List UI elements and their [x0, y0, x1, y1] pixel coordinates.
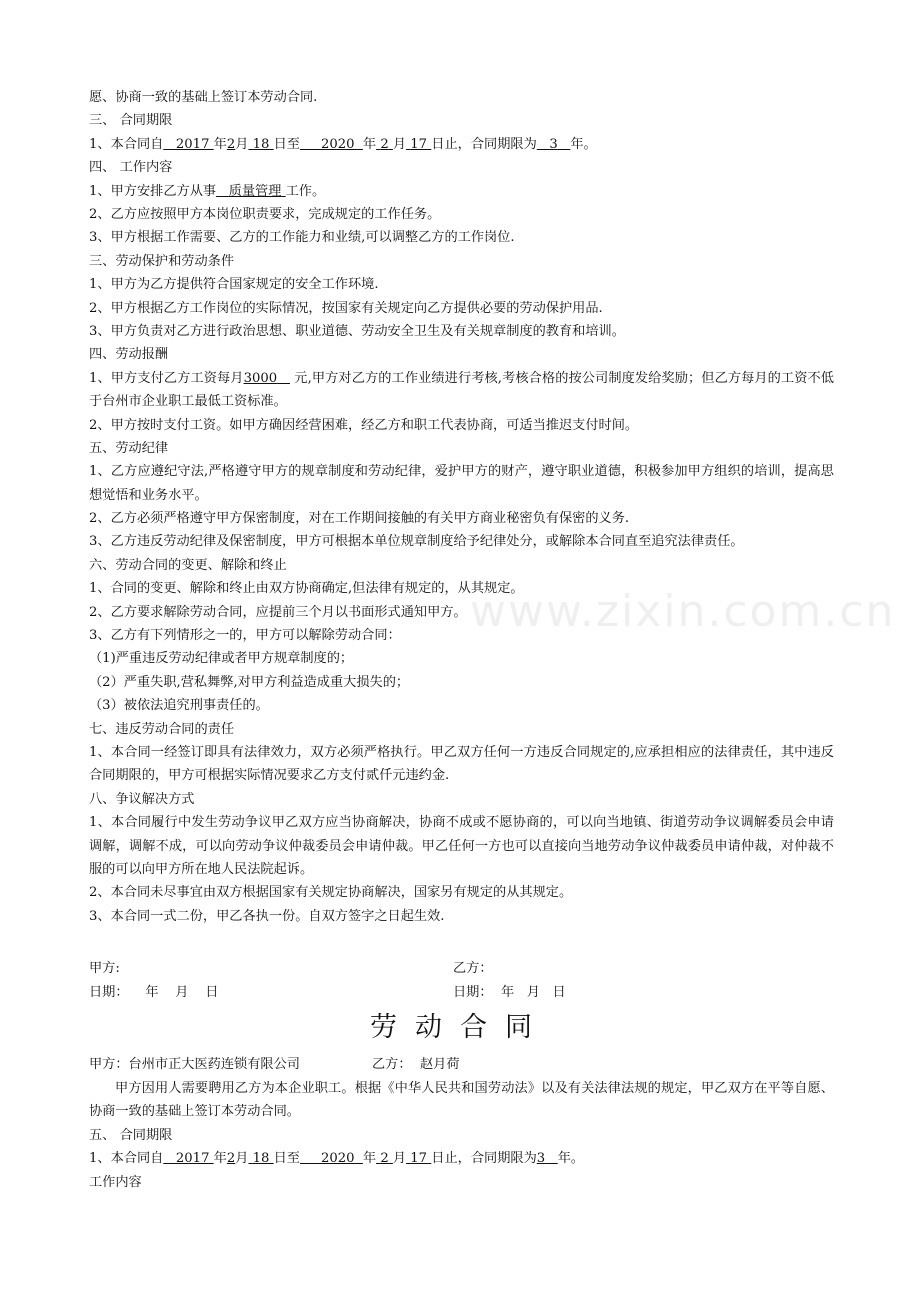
paragraph: 1、合同的变更、解除和终止由双方协商确定,但法律有规定的，从其规定。: [89, 581, 524, 597]
paragraph: 2、甲方按时支付工资。如甲方确因经营困难，经乙方和职工代表协商，可适当推迟支付时间。: [89, 417, 639, 433]
party-b-date-label: 日期： 年 月 日: [453, 985, 566, 1000]
section-heading: 三、 合同期限: [89, 113, 173, 129]
list-item: （2）严重失职,营私舞弊,对甲方利益造成重大损失的；: [89, 674, 410, 690]
start-month: 2: [226, 136, 236, 152]
paragraph: 2、乙方应按照甲方本岗位职责要求，完成规定的工作任务。: [89, 206, 441, 222]
section-heading: 四、 工作内容: [89, 160, 173, 176]
job-assignment-line: 1、甲方安排乙方从事 质量管理 工作。: [89, 183, 326, 199]
end-month: 2: [380, 1151, 389, 1167]
paragraph: 愿、协商一致的基础上签订本劳动合同.: [89, 90, 318, 105]
party-a-date-label: 日期： 年 月 日: [89, 985, 219, 1000]
paragraph: 2、本合同未尽事宜由双方根据国家有关规定协商解决，国家另有规定的从其规定。: [89, 885, 573, 901]
section-heading: 五、 合同期限: [89, 1127, 173, 1143]
end-day: 17: [410, 1151, 428, 1167]
start-day: 18: [252, 1151, 270, 1167]
term-years: 3: [549, 136, 558, 152]
paragraph: 1、本合同一经签订即具有法律效力，双方必须严格执行。甲乙双方任何一方违反合同规定的,应承担相应的法律责任，其中违反合同期限的，甲方可根据实际情况要求乙方支付贰仟元违约金.: [89, 745, 834, 784]
contract-title: 劳动合同: [370, 1012, 550, 1043]
section-heading: 三、劳动保护和劳动条件: [89, 253, 235, 269]
job-position: 质量管理: [228, 183, 282, 199]
section-heading: 六、劳动合同的变更、解除和终止: [89, 557, 287, 573]
intro-paragraph: 甲方因用人需要聘用乙方为本企业职工。根据《中华人民共和国劳动法》以及有关法律法规的规定，甲乙双方在平等自愿、协商一致的基础上签订本劳动合同。: [89, 1081, 834, 1120]
paragraph: 3、甲方负责对乙方进行政治思想、职业道德、劳动安全卫生及有关规章制度的教育和培训。: [89, 323, 625, 339]
section-heading: 工作内容: [89, 1174, 142, 1190]
start-day: 18: [252, 136, 270, 152]
term-years: 3: [536, 1151, 546, 1167]
party-b-signature-label: 乙方：: [453, 961, 493, 976]
party-a-name: 甲方：台州市正大医药连锁有限公司: [89, 1057, 300, 1072]
start-year: 2017: [175, 1151, 210, 1167]
paragraph: 3、甲方根据工作需要、乙方的工作能力和业绩,可以调整乙方的工作岗位.: [89, 230, 515, 246]
paragraph: 2、甲方根据乙方工作岗位的实际情况，按国家有关规定向乙方提供必要的劳动保护用品.: [89, 300, 603, 316]
paragraph: 3、本合同一式二份，甲乙各执一份。自双方签字之日起生效.: [89, 908, 445, 924]
section-heading: 七、违反劳动合同的责任: [89, 721, 235, 737]
section-heading: 四、劳动报酬: [89, 347, 169, 363]
list-item: （1)严重违反劳动纪律或者甲方规章制度的；: [89, 651, 354, 667]
end-day: 17: [410, 136, 428, 152]
contract-term-line: 1、本合同自 2017 年2月 18 日至 2020 年 2 月 17 日止，合同期限为3 年。: [89, 1151, 585, 1167]
watermark: www.zixin.com.cn: [470, 586, 896, 637]
start-year: 2017: [175, 136, 210, 152]
party-a-signature-label: 甲方:: [89, 961, 120, 976]
paragraph: 2、乙方必须严格遵守甲方保密制度，对在工作期间接触的有关甲方商业秘密负有保密的义务.: [89, 511, 630, 527]
contract-term-line: 1、本合同自 2017 年2月 18 日至 2020 年 2 月 17 日止，合同期限为 3 年。: [89, 136, 597, 152]
start-month: 2: [226, 1151, 236, 1167]
second-contract-body: [89, 1077, 834, 1194]
paragraph: 3、乙方违反劳动纪律及保密制度，甲方可根据本单位规章制度给予纪律处分，或解除本合同直至追究法律责任。: [89, 534, 744, 550]
paragraph: 2、乙方要求解除劳动合同，应提前三个月以书面形式通知甲方。: [89, 604, 467, 620]
section-heading: 五、劳动纪律: [89, 440, 169, 456]
contract-continuation: [89, 86, 834, 928]
paragraph: 1、本合同履行中发生劳动争议甲乙双方应当协商解决，协商不成或不愿协商的，可以向当地镇、街道劳动争议调解委员会申请调解，调解不成，可以向劳动争议仲裁委员会申请仲裁。甲乙任何一方也可以直接向当地劳动争议仲裁委员申请仲裁，对仲裁不服的可以向甲方所在地人民法院起诉。: [89, 815, 834, 878]
paragraph: 3、乙方有下列情形之一的，甲方可以解除劳动合同：: [89, 628, 401, 644]
section-heading: 八、争议解决方式: [89, 791, 195, 807]
paragraph: 1、甲方为乙方提供符合国家规定的安全工作环境.: [89, 277, 379, 293]
party-b-name: 乙方： 赵月荷: [372, 1057, 460, 1072]
salary-amount: 3000: [243, 370, 278, 386]
end-year: 2020: [320, 1151, 355, 1167]
end-year: 2020: [320, 136, 355, 152]
paragraph: 1、乙方应遵纪守法,严格遵守甲方的规章制度和劳动纪律，爱护甲方的财产，遵守职业道德，积极参加甲方组织的培训，提高思想觉悟和业务水平。: [89, 464, 834, 503]
salary-paragraph: 1、甲方支付乙方工资每月3000 元,甲方对乙方的工作业绩进行考核,考核合格的按公司制度发给奖励；但乙方每月的工资不低于台州市企业职工最低工资标准。: [89, 370, 834, 410]
end-month: 2: [380, 136, 389, 152]
list-item: （3）被依法追究刑事责任的。: [89, 698, 269, 714]
